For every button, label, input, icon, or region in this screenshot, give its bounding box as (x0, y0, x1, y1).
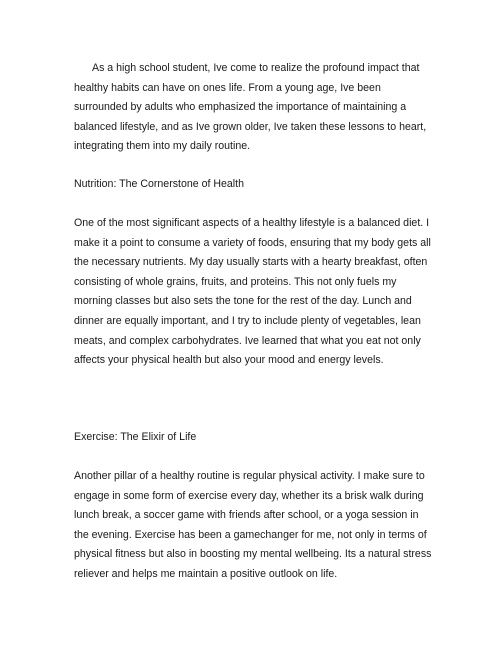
intro-paragraph: As a high school student, Ive come to realize the profound impact that healthy habits can have on ones life. From a young age, Ive been surrounded by adults who emphasized the importance of maintaining a balanced lifestyle, and as Ive grown older, Ive taken these lessons to heart, integrating them into my daily routine. (74, 62, 427, 153)
section-heading-nutrition: Nutrition: The Cornerstone of Health (74, 178, 244, 190)
section-paragraph-nutrition: One of the most significant aspects of a healthy lifestyle is a balanced diet. I make it a point to consume a variety of foods, ensuring that my body gets all the necessary nutrients. My day usually starts with a hearty breakfast, often consisting of whole grains, fruits, and proteins. This not only fuels my morning classes but also sets the tone for the rest of the day. Lunch and dinner are equally important, and I try to include plenty of vegetables, lean meats, and complex carbohydrates. Ive learned that what you eat not only affects your physical health but also your mood and energy levels. (74, 217, 431, 367)
section-paragraph-exercise: Another pillar of a healthy routine is regular physical activity. I make sure to engage in some form of exercise every day, whether its a brisk walk during lunch break, a soccer game with friends after school, or a yoga session in the evening. Exercise has been a gamechanger for me, not only in terms of physical fitness but also in boosting my mental wellbeing. Its a natural stress reliever and helps me maintain a positive outlook on life. (74, 470, 432, 580)
section-heading-exercise: Exercise: The Elixir of Life (74, 431, 197, 443)
